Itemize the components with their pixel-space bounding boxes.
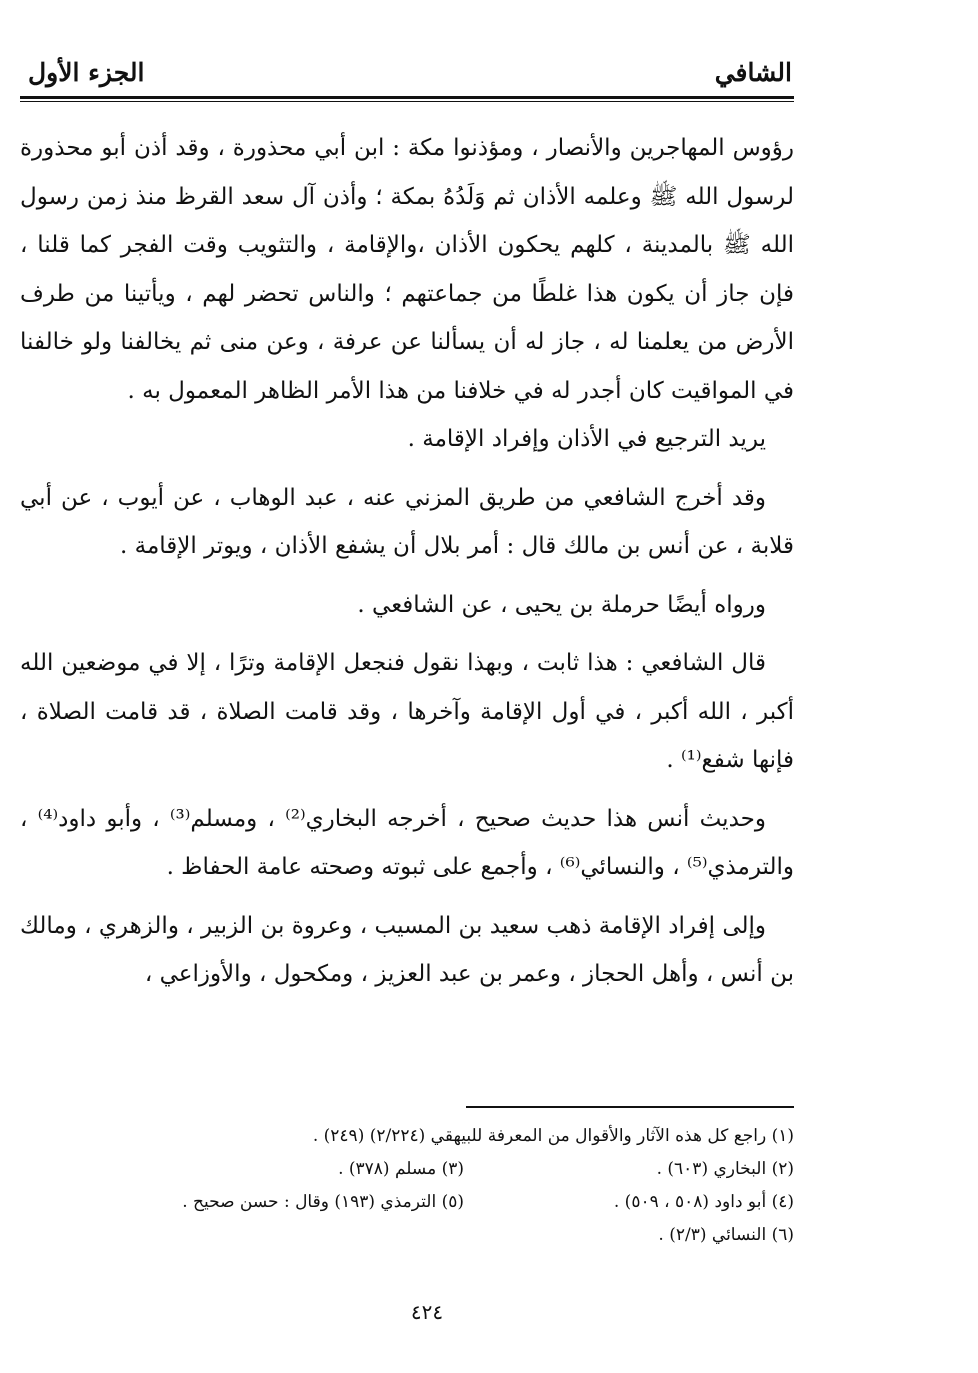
paragraph-1: رؤوس المهاجرين والأنصار ، ومؤذنوا مكة : ابن أبي محذورة ، وقد أذن أبو محذورة لرسول الله ﷺ وعلمه الأذان ثم وَلَدُهُ بمكة ؛ وأذن آل سعد القرظ منذ زمن رسول الله ﷺ بالمدينة ، كلهم يحكون الأذان ،والإقامة ، والتثويب وقت الفجر كما قلنا ، فإن جاز أن يكون هذا غلطًا من جماعتهم ؛ والناس تحضر لهم ، ويأتينا من طرف الأرض من يعلمنا له ، جاز له أن يسألنا عن عرفة ، وعن منى ثم يخالفنا ولو خالفنا في المواقيت كان أجدر له في خلافنا من هذا الأمر الظاهر المعمول به .	[20, 135, 794, 404]
footnote-4: (٤) أبو داود (٥٠٨ ، ٥٠٩) .	[613, 1192, 794, 1212]
paragraph-6: وحديث أنس هذا حديث صحيح ، أخرجه البخاري⁽²⁾ ، ومسلم⁽³⁾ ، وأبو داود⁽⁴⁾ ، والترمذي⁽⁵⁾ ، والنسائي⁽⁶⁾ ، وأجمع على ثبوته وصحته عامة الحفاظ .	[20, 805, 794, 880]
main-text	[20, 124, 794, 999]
header-rule-thin	[20, 101, 794, 102]
footnote-row	[20, 1153, 794, 1186]
volume-label: الجزء الأول	[28, 58, 145, 87]
footnote-row	[20, 1120, 794, 1153]
footnotes	[20, 1120, 794, 1252]
page-number: ٤٢٤	[410, 1300, 444, 1324]
running-header	[20, 58, 794, 92]
paragraph-7: وإلى إفراد الإقامة ذهب سعيد بن المسيب ، وعروة بن الزبير ، والزهري ، ومالك بن أنس ، وأهل الحجاز ، وعمر بن عبد العزيز ، ومكحول ، والأوزاعي ،	[20, 912, 794, 987]
book-title: الشافي	[714, 58, 792, 87]
footnote-5: (٥) الترمذي (١٩٣) وقال : حسن صحيح .	[182, 1192, 464, 1212]
paragraph-2: يريد الترجيع في الأذان وإفراد الإقامة .	[407, 426, 766, 452]
footnote-6: (٦) النسائي (٢/٣) .	[658, 1225, 794, 1245]
footnote-row	[20, 1186, 794, 1219]
footnote-row	[20, 1219, 794, 1252]
header-rule	[20, 96, 794, 99]
footnote-1: (١) راجع كل هذه الآثار والأقوال من المعرفة للبيهقي (٢/٢٢٤) (٢٤٩) .	[312, 1126, 794, 1146]
paragraph-5: قال الشافعي : هذا ثابت ، وبهذا نقول فنجعل الإقامة وترًا ، إلا في موضعين الله أكبر ، الله أكبر ، في أول الإقامة وآخرها ، وقد قامت الصلاة ، قد قامت الصلاة ، فإنها شفع⁽¹⁾ .	[20, 650, 794, 773]
paragraph-3: وقد أخرج الشافعي من طريق المزني عنه ، عبد الوهاب ، عن أيوب ، عن أبي قلابة ، عن أنس بن مالك قال : أمر بلال أن يشفع الأذان ، ويوتر الإقامة .	[20, 484, 794, 559]
footnote-3: (٣) مسلم (٣٧٨) .	[338, 1159, 464, 1179]
book-page	[20, 0, 794, 1373]
footnote-separator	[466, 1106, 794, 1108]
paragraph-4: ورواه أيضًا حرملة بن يحيى ، عن الشافعي .	[357, 591, 766, 618]
footnote-2: (٢) البخاري (٦٠٣) .	[656, 1159, 794, 1179]
